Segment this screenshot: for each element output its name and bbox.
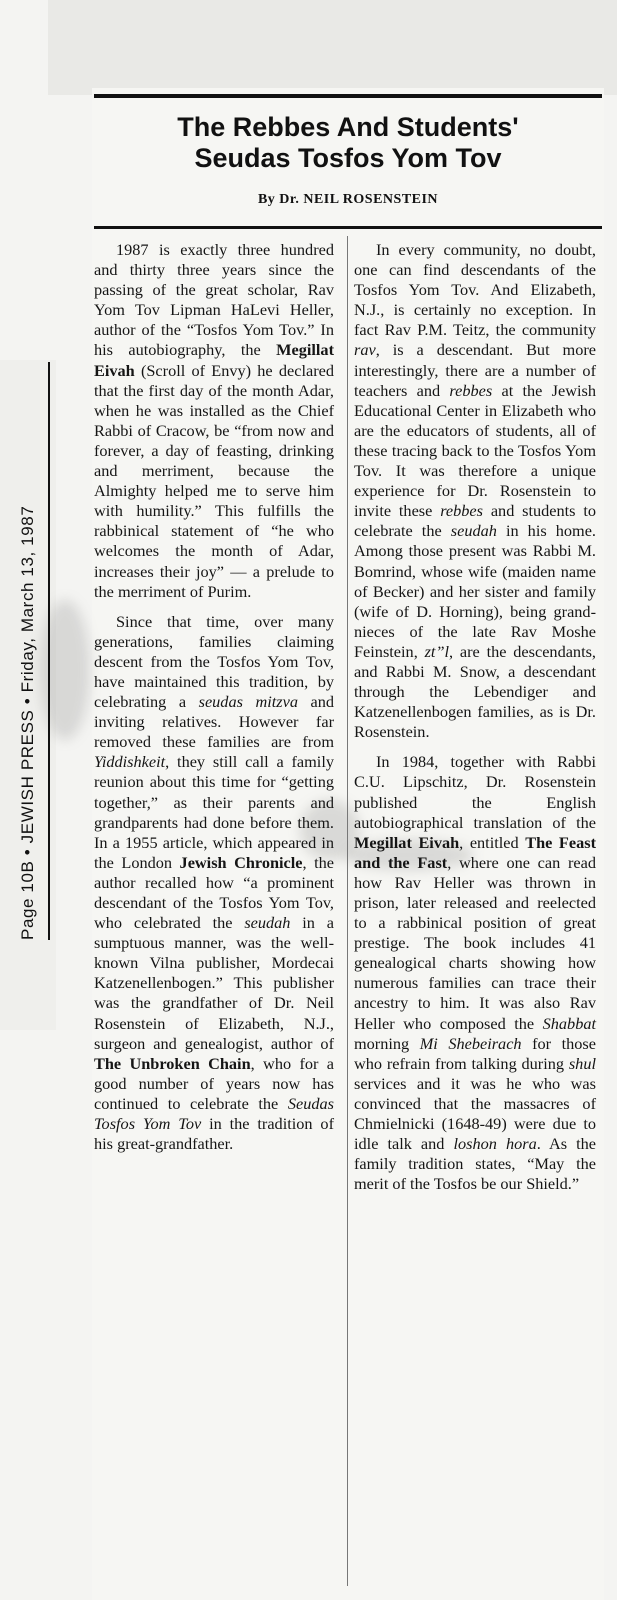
text-run: for those who refrain from talking during: [354, 1033, 596, 1073]
text-run: and students to celebrate the: [354, 501, 597, 541]
text-run: , where one can read how Rav Heller was thrown in prison, later released and reelected to a rabbinical position of great prestige. The book includes 41 genealogical charts showing how numerous families can trace their ancestry to him. It was also Rav Heller who composed the: [354, 852, 596, 1033]
text-run: Yiddishkeit: [94, 752, 166, 772]
text-run: Since that time, over many generations, families claiming descent from the Tosfos Yom Tov, have maintained this tradition, by celebrating a: [94, 611, 334, 712]
text-run: Megillat Eivah: [94, 340, 334, 380]
text-run: Shabbat: [542, 1013, 596, 1033]
paragraph: [94, 240, 334, 602]
sidebar-rule: [48, 362, 50, 940]
text-run: in a sumptuous manner, was the well-known Vilna publisher, Mordecai Katzenellenbogen.” This publisher was the grandfather of Dr. Neil Rosenstein of Elizabeth, N.J., surgeon and genealogist, author of: [94, 913, 334, 1053]
article-headline: [94, 112, 602, 174]
text-run: in his home. Among those present was Rabbi M. Bomrind, whose wife (maiden name of Becker) and her sister and family (wife of D. Horning), being grand-nieces of the late Rav Moshe Feinstein,: [354, 521, 596, 661]
text-run: seudah: [450, 521, 497, 541]
text-run: Jewish Chronicle: [179, 852, 303, 872]
text-run: in the tradition of his great-grandfather.: [94, 1114, 334, 1154]
text-run: , they still call a family reunion about this time for “getting together,” as their parents and grandparents had done before them. In a 1955 article, which appeared in the London: [94, 752, 334, 872]
text-run: , are the descendants, and Rabbi M. Snow, a descendant through the Lebendiger and Katzenellenbogen families, as is Dr. Rosenstein.: [354, 641, 597, 742]
text-run: Mi Shebeirach: [419, 1033, 522, 1053]
text-run: rav: [354, 340, 376, 360]
article-byline: By Dr. NEIL ROSENSTEIN: [257, 192, 439, 207]
adjacent-page-bleed: [48, 0, 617, 95]
text-run: The Feast and the Fast: [354, 832, 597, 872]
text-run: rebbes: [440, 501, 483, 521]
text-run: and inviting relatives. However far removed these families are from: [94, 692, 335, 752]
text-run: morning: [354, 1033, 420, 1053]
right-column: [354, 240, 596, 1194]
text-run: In every community, no doubt, one can find descendants of the Tosfos Yom Tov. And Elizabeth, N.J., is certainly no exception. In fact Rav P.M. Teitz, the community: [354, 240, 596, 340]
page-dateline: Page 10B • JEWISH PRESS • Friday, March 13, 1987: [18, 505, 37, 940]
headline-line-1: The Rebbes And Students': [177, 112, 519, 142]
column-divider: [347, 236, 348, 1586]
text-run: loshon hora: [453, 1134, 537, 1154]
paragraph: [354, 240, 596, 742]
text-run: The Unbroken Chain: [94, 1053, 251, 1073]
text-run: , is a descendant. But more interestingly, there are a number of teachers and: [354, 340, 596, 400]
text-run: Megillat Eivah: [354, 832, 460, 852]
text-run: . As the family tradition states, “May the merit of the Tosfos be our Shield.”: [354, 1134, 596, 1194]
top-rule: [94, 94, 602, 98]
text-run: seudah: [244, 913, 291, 933]
text-run: shul: [568, 1053, 596, 1073]
paragraph: [94, 612, 334, 1155]
header-rule: [94, 226, 602, 229]
headline-line-2: Seudas Tosfos Yom Tov: [194, 143, 502, 173]
text-run: services and it was he who was convinced that the massacres of Chmielnicki (1648-49) were due to idle talk and: [354, 1073, 596, 1154]
text-run: zt”l: [424, 641, 450, 661]
paragraph: [354, 752, 596, 1194]
text-run: In 1984, together with Rabbi C.U. Lipschitz, Dr. Rosenstein published the English autobiographical translation of the: [354, 752, 596, 832]
text-run: seudas mitzva: [198, 692, 298, 712]
text-run: rebbes: [449, 380, 493, 400]
text-run: 1987 is exactly three hundred and thirty three years since the passing of the great scholar, Rav Yom Tov Lipman HaLevi Heller, author of the “Tosfos Yom Tov.” In his autobiography, the: [94, 240, 334, 360]
text-run: at the Jewish Educational Center in Elizabeth who are the educators of students, all of these tracing back to the Tosfos Yom Tov. It was therefore a unique experience for Dr. Rosenstein to invite these: [354, 380, 596, 521]
text-run: Seudas Tosfos Yom Tov: [94, 1093, 334, 1134]
left-column: [94, 240, 334, 1154]
text-run: (Scroll of Envy) he declared that the first day of the month Adar, when he was installed as the Chief Rabbi of Cracow, be “from now and forever, a day of feasting, drinking and merriment, because the Almighty helped me to serve him with humility.” This fulfills the rabbinical statement of “he who welcomes the month of Adar, increases their joy” — a prelude to the merriment of Purim.: [94, 360, 334, 601]
text-run: , who for a good number of years now has continued to celebrate the: [94, 1053, 334, 1113]
text-run: , entitled: [459, 832, 526, 852]
text-run: , the author recalled how “a prominent descendant of the Tosfos Yom Tov, who celebrated the: [94, 852, 334, 933]
